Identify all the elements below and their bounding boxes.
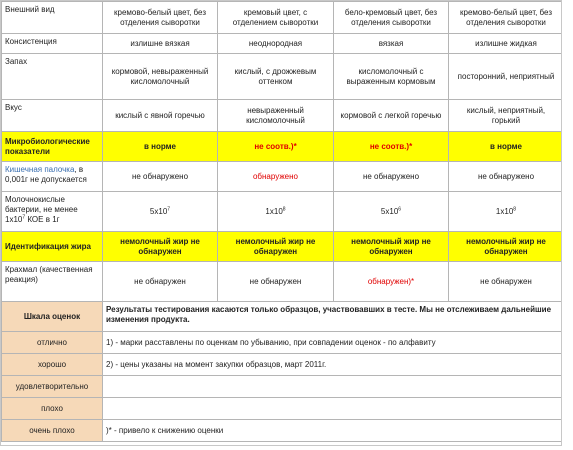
cell: кремово-белый цвет, без отделения сыворотки <box>103 2 218 34</box>
cell-alert: не соотв.)* <box>218 132 334 162</box>
cell <box>103 192 218 232</box>
value-base: 1х10 <box>495 206 514 216</box>
scale-row <box>2 332 563 354</box>
row-appearance <box>2 2 563 34</box>
grade-label: плохо <box>2 398 103 420</box>
cell: невыраженный кисломолочный <box>218 100 334 132</box>
cell-alert: не соотв.)* <box>334 132 449 162</box>
grade-label: очень плохо <box>2 420 103 442</box>
row-label <box>2 192 103 232</box>
cell: не обнаружено <box>103 162 218 192</box>
cell: не обнаружено <box>449 162 563 192</box>
row-label: Идентификация жира <box>2 232 103 262</box>
scale-header: Шкала оценок <box>2 302 103 332</box>
cell: не обнаружен <box>218 262 334 302</box>
row-smell <box>2 54 563 100</box>
exponent: 6 <box>398 205 402 212</box>
grade-label: отлично <box>2 332 103 354</box>
scale-note <box>103 376 563 398</box>
ecoli-link[interactable]: Кишечная палочка <box>5 165 75 174</box>
cell: кремовый цвет, с отделением сыворотки <box>218 2 334 34</box>
cell: кормовой с легкой горечью <box>334 100 449 132</box>
cell: немолочный жир не обнаружен <box>334 232 449 262</box>
cell: немолочный жир не обнаружен <box>103 232 218 262</box>
cell: не обнаружен <box>103 262 218 302</box>
cell: бело-кремовый цвет, без отделения сыворотки <box>334 2 449 34</box>
exponent: 7 <box>167 205 171 212</box>
grade-label: удовлетворительно <box>2 376 103 398</box>
cell: в норме <box>103 132 218 162</box>
row-label: Микробиологические показатели <box>2 132 103 162</box>
cell <box>218 192 334 232</box>
scale-note: )* - привело к снижению оценки <box>103 420 563 442</box>
row-label: Вкус <box>2 100 103 132</box>
cell: излишне жидкая <box>449 34 563 54</box>
exponent: 7 <box>22 214 26 221</box>
cell: кремово-белый цвет, без отделения сыворотки <box>449 2 563 34</box>
exponent: 8 <box>513 205 517 212</box>
scale-row <box>2 376 563 398</box>
row-fat <box>2 232 563 262</box>
value-base: 1х10 <box>265 206 283 216</box>
scale-row <box>2 420 563 442</box>
cell-alert: обнаружено <box>218 162 334 192</box>
grade-label: хорошо <box>2 354 103 376</box>
cell: в норме <box>449 132 563 162</box>
row-label: Консистенция <box>2 34 103 54</box>
row-label-part: Молочнокислые бактерии, не менее 1х10 <box>5 195 78 224</box>
cell-alert: обнаружен)* <box>334 262 449 302</box>
scale-row <box>2 354 563 376</box>
value-base: 5х10 <box>149 206 168 216</box>
cell: посторонний, неприятный <box>449 54 563 100</box>
row-label-rest: , в 0,001г не допускается <box>5 165 87 184</box>
cell: кислый с явной горечью <box>103 100 218 132</box>
row-label: Крахмал (качественная реакция) <box>2 262 103 302</box>
cell: излишне вязкая <box>103 34 218 54</box>
scale-header-row <box>2 302 563 332</box>
cell: немолочный жир не обнаружен <box>449 232 563 262</box>
cell <box>449 192 563 232</box>
scale-note: 2) - цены указаны на момент закупки образцов, март 2011г. <box>103 354 563 376</box>
row-microbiology <box>2 132 563 162</box>
row-label <box>2 162 103 192</box>
cell: кисломолочный с выраженным кормовым <box>334 54 449 100</box>
cell: немолочный жир не обнаружен <box>218 232 334 262</box>
row-label-part: КОЕ в 1г <box>25 215 60 224</box>
cell: не обнаружен <box>449 262 563 302</box>
row-label: Запах <box>2 54 103 100</box>
scale-row <box>2 398 563 420</box>
row-starch <box>2 262 563 302</box>
exponent: 8 <box>282 205 286 212</box>
cell: вязкая <box>334 34 449 54</box>
cell: неоднородная <box>218 34 334 54</box>
cell: кормовой, невыраженный кисломолочный <box>103 54 218 100</box>
cell <box>334 192 449 232</box>
row-ecoli <box>2 162 563 192</box>
row-lactic <box>2 192 563 232</box>
scale-main-note: Результаты тестирования касаются только образцов, участвовавших в тесте. Мы не отслеживаем дальнейшие изменения продукта. <box>103 302 563 332</box>
scale-note <box>103 398 563 420</box>
cell: кислый, неприятный, горький <box>449 100 563 132</box>
scale-note: 1) - марки расставлены по оценкам по убыванию, при совпадении оценок - по алфавиту <box>103 332 563 354</box>
results-table <box>1 1 562 442</box>
row-label: Внешний вид <box>2 2 103 34</box>
cell: не обнаружено <box>334 162 449 192</box>
cell: кислый, с дрожжевым оттенком <box>218 54 334 100</box>
row-taste <box>2 100 563 132</box>
value-base: 5х10 <box>380 206 399 216</box>
row-consistency <box>2 34 563 54</box>
